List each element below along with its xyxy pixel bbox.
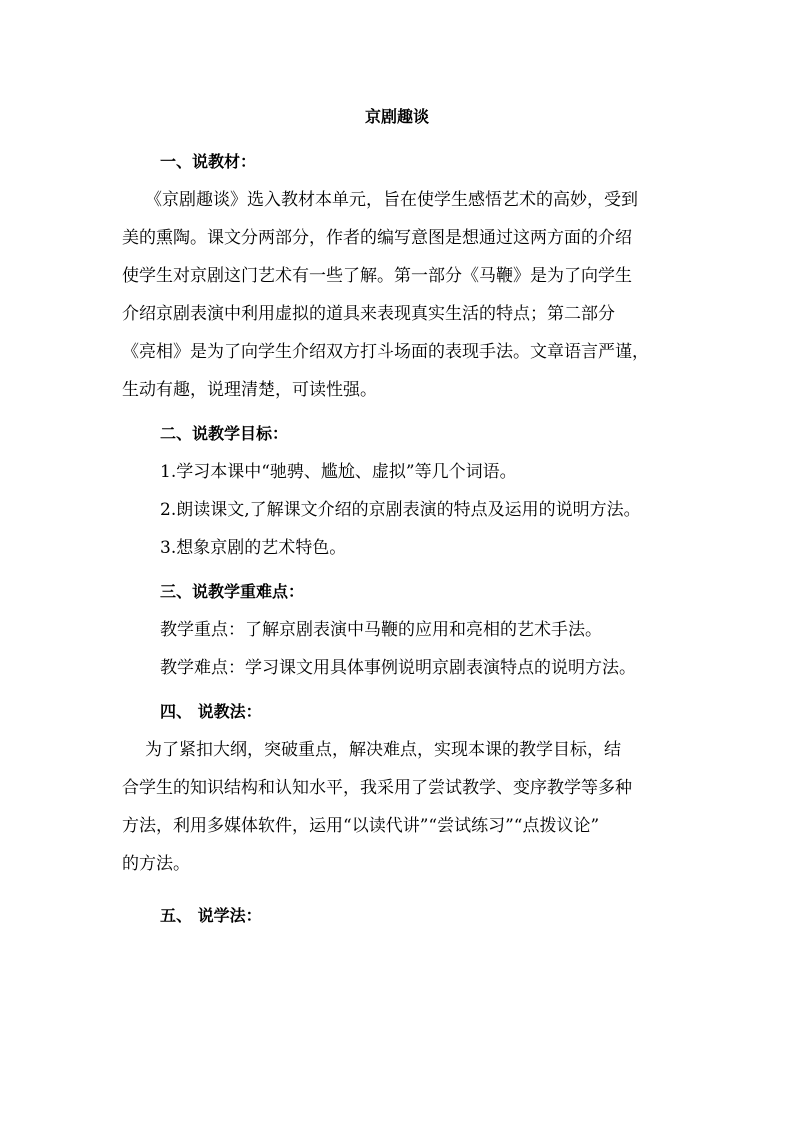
section-heading-teaching-material: 一、说教材：	[160, 152, 257, 171]
section-heading-teaching-goals: 二、说教学目标：	[160, 424, 289, 443]
paragraph-line: 教学难点：学习课文用具体事例说明京剧表演特点的说明方法。	[160, 658, 636, 678]
section-heading-key-points: 三、说教学重难点：	[160, 582, 305, 601]
paragraph-line: 合学生的知识结构和认知水平，我采用了尝试教学、变序教学等多种	[122, 778, 632, 798]
list-item: 3.想象京剧的艺术特色。	[160, 538, 347, 558]
paragraph-line: 的方法。	[122, 854, 190, 874]
paragraph-line: 生动有趣，说理清楚，可读性强。	[122, 380, 377, 400]
paragraph-line: 为了紧扣大纲，突破重点，解决难点，实现本课的教学目标，结	[145, 740, 621, 760]
paragraph-line: 美的熏陶。课文分两部分，作者的编写意图是想通过这两方面的介绍	[122, 228, 632, 248]
paragraph-line: 介绍京剧表演中利用虚拟的道具来表现真实生活的特点；第二部分	[122, 304, 615, 324]
section-heading-teaching-methods: 四、 说教法：	[160, 702, 262, 721]
paragraph-line: 教学重点：了解京剧表演中马鞭的应用和亮相的艺术手法。	[160, 620, 602, 640]
section-heading-learning-methods: 五、 说学法：	[160, 906, 262, 925]
paragraph-line: 使学生对京剧这门艺术有一些了解。第一部分《马鞭》是为了向学生	[122, 266, 632, 286]
paragraph-line: 《亮相》是为了向学生介绍双方打斗场面的表现手法。文章语言严谨，	[122, 342, 649, 362]
paragraph-line: 《京剧趣谈》选入教材本单元，旨在使学生感悟艺术的高妙，受到	[145, 190, 638, 210]
list-item: 2.朗读课文,了解课文介绍的京剧表演的特点及运用的说明方法。	[160, 500, 641, 520]
document-title: 京剧趣谈	[364, 107, 429, 126]
paragraph-line: 方法，利用多媒体软件，运用“以读代讲”“尝试练习”“点拨议论”	[122, 816, 600, 836]
list-item: 1.学习本课中“驰骋、尴尬、虚拟”等几个词语。	[160, 462, 517, 482]
